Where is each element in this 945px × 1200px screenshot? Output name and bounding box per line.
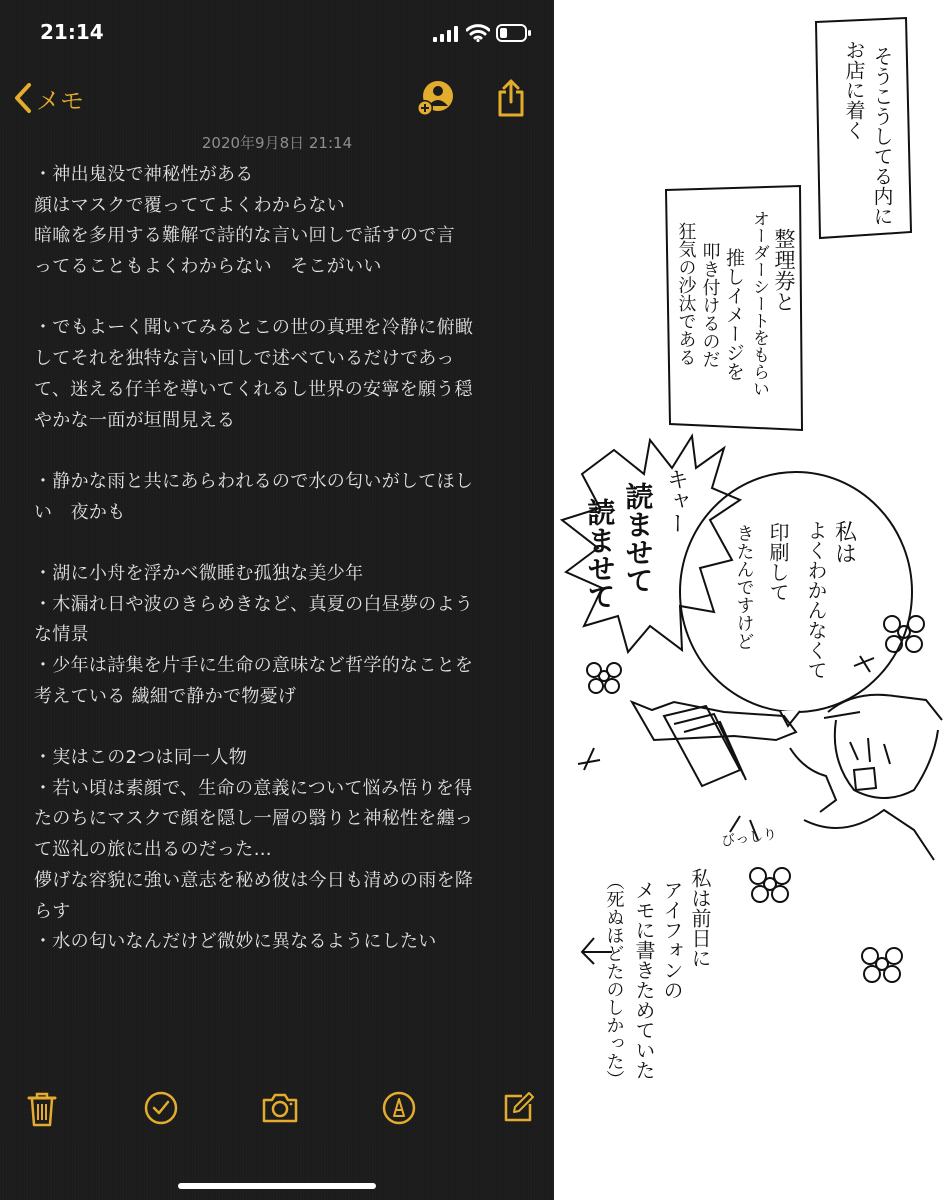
flower-decoration: [862, 948, 902, 982]
note-line: たのちにマスクで顔を隠し一層の翳りと神秘性を纏っ: [34, 808, 474, 830]
note-line: [34, 283, 514, 314]
note-line: い 夜かも: [34, 501, 126, 523]
status-bar: [0, 0, 554, 64]
note-line: らす: [34, 900, 71, 922]
shout-line: キャー: [663, 468, 689, 534]
note-line: 儚げな容貌に強い意志を秘め彼は今日も清めの雨を降: [34, 869, 474, 891]
caption-mid: [676, 210, 797, 397]
caption-mid-line: 狂気の沙汰である: [675, 222, 697, 366]
note-line: ・木漏れ日や波のきらめきなど、真夏の白昼夢のよう: [34, 593, 474, 615]
battery-icon: [496, 23, 532, 43]
home-indicator: [178, 1183, 376, 1189]
caption-top: [842, 40, 894, 226]
speech-line: よくわかんなくて: [804, 520, 828, 680]
camera-icon[interactable]: [260, 1090, 300, 1126]
add-person-icon[interactable]: [414, 78, 456, 118]
caption-top-line: お店に着く: [842, 40, 866, 140]
speech-balloon: [680, 472, 912, 712]
flower-decoration: [587, 663, 621, 693]
note-line: ・水の匂いなんだけど微妙に異なるようにしたい: [34, 931, 437, 953]
markup-icon[interactable]: [381, 1090, 417, 1126]
note-line: ってることもよくわからない そこがいい: [34, 256, 382, 278]
shout-text: [584, 468, 689, 610]
share-icon[interactable]: [496, 78, 526, 118]
note-line: ・若い頃は素顔で、生命の意義について悩み悟りを得: [34, 777, 473, 799]
sfx-text: びっしり: [720, 826, 779, 850]
back-label: メモ: [36, 86, 84, 115]
note-date: 2020年9月8日 21:14: [201, 134, 353, 152]
flower-decoration: [750, 868, 790, 902]
note-line: て、迷える仔羊を導いてくれるし世界の安寧を願う穏: [34, 378, 473, 400]
note-bottom-line: メモに書きためていた: [632, 880, 656, 1080]
caption-mid-line: 推しイメージを: [723, 248, 745, 381]
speech-line: きたんですけど: [733, 524, 755, 650]
shout-line: 読ませて: [583, 498, 617, 610]
note-line: 考えている 繊細で静かで物憂げ: [34, 685, 297, 707]
note-line: な情景: [34, 624, 89, 646]
navigation-bar: [0, 72, 554, 126]
note-line: ・実はこの2つは同一人物: [34, 747, 248, 769]
note-body[interactable]: [34, 160, 514, 958]
caption-mid-line: 叩き付けるのだ: [699, 242, 721, 368]
note-line: してそれを独特な言い回しで述べているだけであっ: [34, 348, 455, 370]
note-line: ・静かな雨と共にあらわれるので水の匂いがしてほし: [34, 470, 474, 492]
cellular-signal-icon: [433, 26, 459, 42]
note-line: [34, 436, 514, 467]
note-line: 顔はマスクで覆っててよくわからない: [34, 194, 346, 216]
hands-with-papers: [578, 702, 796, 786]
speech-text: [734, 520, 857, 680]
bottom-toolbar: [0, 1090, 554, 1146]
note-bottom: [604, 868, 713, 1088]
note-line: ・でもよーく聞いてみるとこの世の真理を冷静に俯瞰: [34, 317, 474, 339]
status-time: 21:14: [40, 20, 104, 44]
note-line: 暗喩を多用する難解で詩的な言い回しで話すので言: [34, 225, 455, 247]
speech-line: 印刷して: [766, 522, 790, 602]
manga-illustration: [554, 0, 945, 1200]
note-line: ・神出鬼没で神秘性がある: [34, 164, 254, 185]
note-line: [34, 528, 514, 559]
caption-top-line: そうこうしてる内に: [870, 46, 894, 226]
note-line: て巡礼の旅に出るのだった…: [34, 839, 272, 861]
caption-mid-line: 整理券と: [772, 228, 796, 312]
back-button[interactable]: [12, 80, 84, 116]
manga-drawing: [554, 0, 945, 1200]
speech-line: 私は: [831, 520, 857, 564]
note-bottom-line: （死ぬほどたのしかった）: [603, 872, 625, 1088]
wifi-icon: [466, 24, 490, 42]
chevron-left-icon: [12, 81, 34, 115]
compose-icon[interactable]: [500, 1090, 536, 1126]
note-bottom-line: 私は前日に: [688, 868, 712, 968]
checklist-icon[interactable]: [143, 1090, 179, 1126]
note-line: [34, 712, 514, 743]
note-line: ・少年は詩集を片手に生命の意味など哲学的なことを: [34, 655, 474, 676]
note-bottom-line: アイフォンの: [660, 880, 684, 1000]
note-line: ・湖に小舟を浮かべ微睡む孤独な美少年: [34, 562, 364, 584]
trash-icon[interactable]: [26, 1090, 58, 1128]
shout-line: 読ませて: [621, 482, 655, 594]
caption-mid-line: オーダーシートをもらい: [749, 210, 769, 397]
note-line: やかな一面が垣間見える: [34, 409, 236, 431]
